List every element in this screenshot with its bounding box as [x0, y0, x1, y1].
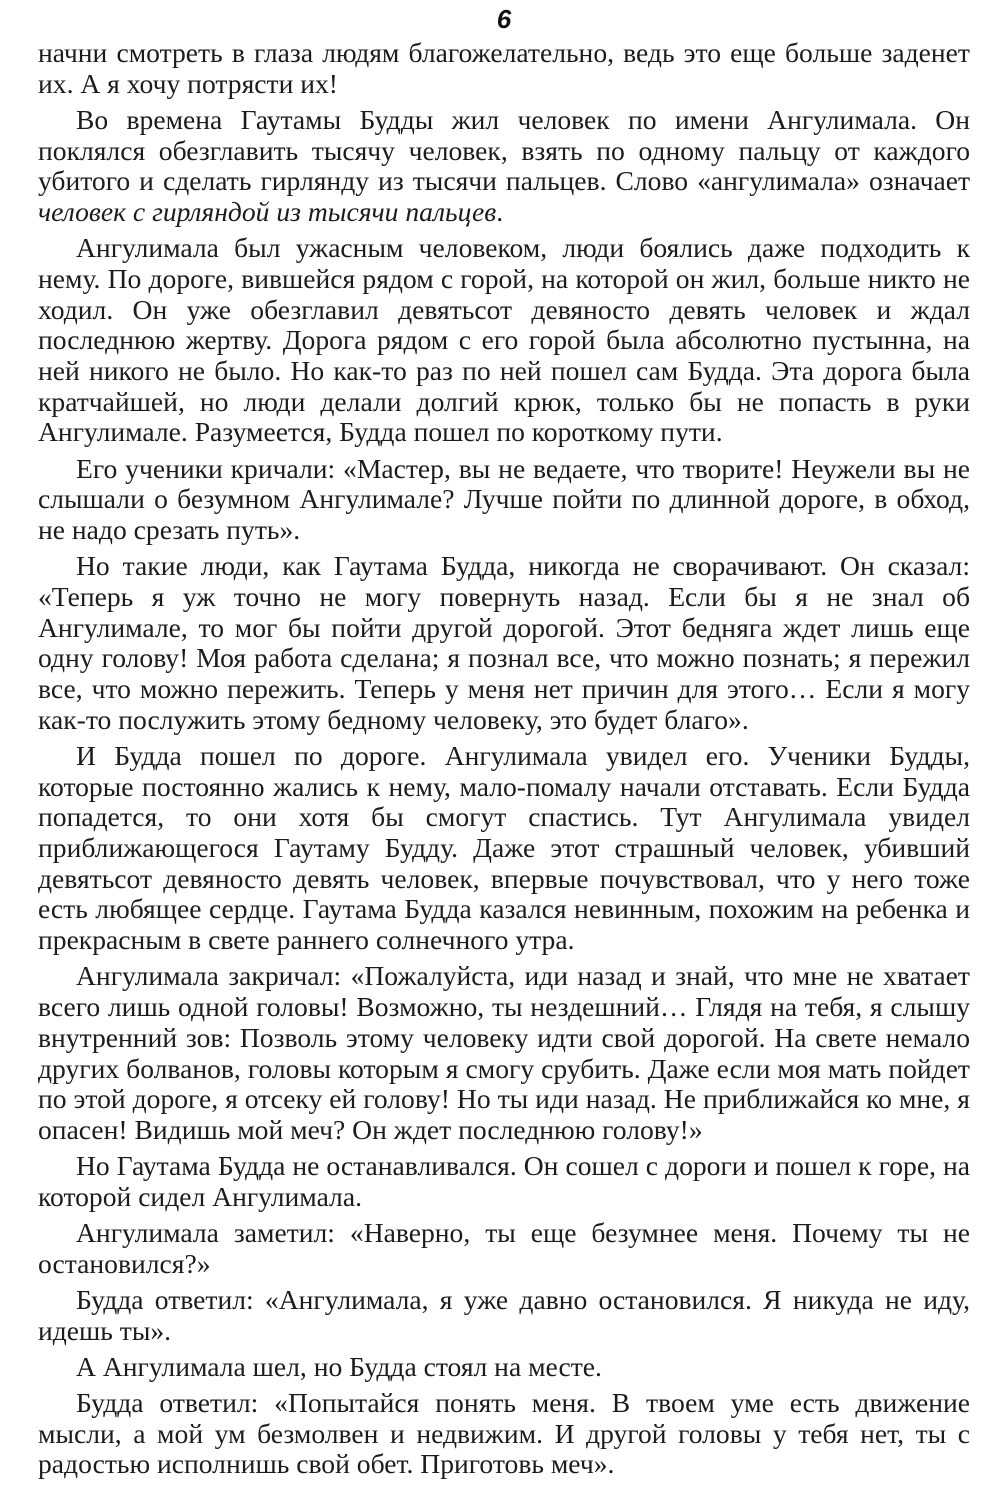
- paragraph-2: [38, 105, 970, 228]
- paragraph-8: Но Гаутама Будда не останавливался. Он сошел с дороги и пошел к горе, на которой сидел Ангулимала.: [38, 1150, 970, 1212]
- paragraph-2-tail: .: [496, 196, 504, 228]
- paragraph-12: Будда ответил: «Попытайся понять меня. В твоем уме есть движение мысли, а мой ум безмолвен и недвижим. И другой головы у тебя нет, ты с радостью исполнишь свой обет. Приготовь меч».: [38, 1387, 970, 1480]
- paragraph-9: Ангулимала заметил: «Наверно, ты еще безумнее меня. Почему ты не остановился?»: [38, 1217, 970, 1279]
- paragraph-6: И Будда пошел по дороге. Ангулимала увидел его. Ученики Будды, которые постоянно жались к нему, мало-помалу начали отставать. Если Будда попадется, то они хотя бы смогут спастись. Тут Ангулимала увидел приближающегося Гаутаму Будду. Даже этот страшный человек, убивший девятьсот девяносто девять человек, впервые почувствовал, что у него тоже есть любящее сердце. Гаутама Будда казался невинным, похожим на ребенка и прекрасным в свете раннего солнечного утра.: [38, 739, 970, 956]
- paragraph-1: начни смотреть в глаза людям благожелательно, ведь это еще больше заденет их. А я хочу потрясти их!: [38, 37, 970, 99]
- book-page: [38, 0, 970, 1480]
- page-body: [38, 38, 970, 1480]
- paragraph-10: Будда ответил: «Ангулимала, я уже давно остановился. Я никуда не иду, идешь ты».: [38, 1283, 970, 1346]
- paragraph-11: А Ангулимала шел, но Будда стоял на месте.: [76, 1350, 602, 1382]
- paragraph-5: Но такие люди, как Гаутама Будда, никогда не сворачивают. Он сказал: «Теперь я уж точно не могу повернуть назад. Если бы я не знал об Ангулимале, то мог бы пойти другой дорогой. Этот бедняга ждет лишь еще одну голову! Моя работа сделана; я познал все, что можно познать; я пережил все, что можно пережить. Теперь у меня нет причин для этого… Если я могу как-то послужить этому бедному человеку, это будет благо».: [38, 550, 970, 735]
- paragraph-3: Ангулимала был ужасным человеком, люди боялись даже подходить к нему. По дороге, вившейся рядом с горой, на которой он жил, больше никто не ходил. Он уже обезглавил девятьсот девяносто девять человек и ждал последнюю жертву. Дорога рядом с его горой была абсолютно пустынна, на ней никого не было. Но как-то раз по ней пошел сам Будда. Эта дорога была кратчайшей, но люди делали долгий крюк, только бы не попасть в руки Ангулимале. Разумеется, Будда пошел по короткому пути.: [38, 232, 970, 448]
- paragraph-2-text: Во времена Гаутамы Будды жил человек по имени Ангулимала. Он поклялся обезглавить тысячу человек, взять по одному пальцу от каждого убитого и сделать гирлянду из тысячи пальцев. Слово «ангулимала» означает: [38, 103, 970, 197]
- paragraph-2-italic-phrase: человек с гирляндой из тысячи пальцев: [38, 196, 497, 228]
- paragraph-4: Его ученики кричали: «Мастер, вы не ведаете, что творите! Неужели вы не слышали о безумном Ангулимале? Лучше пойти по длинной дороге, в обход, не надо срезать путь».: [38, 452, 970, 546]
- page-number: 6: [496, 4, 512, 34]
- paragraph-7: Ангулимала закричал: «Пожалуйста, иди назад и знай, что мне не хватает всего лишь одной головы! Возможно, ты нездешний… Глядя на тебя, я слышу внутренний зов: Позволь этому человеку идти свой дорогой. На свете немало других болванов, головы которым я смогу срубить. Даже если моя мать пойдет по этой дороге, я отсеку ей голову! Но ты иди назад. Не приближайся ко мне, я опасен! Видишь мой меч? Он ждет последнюю голову!»: [38, 960, 970, 1145]
